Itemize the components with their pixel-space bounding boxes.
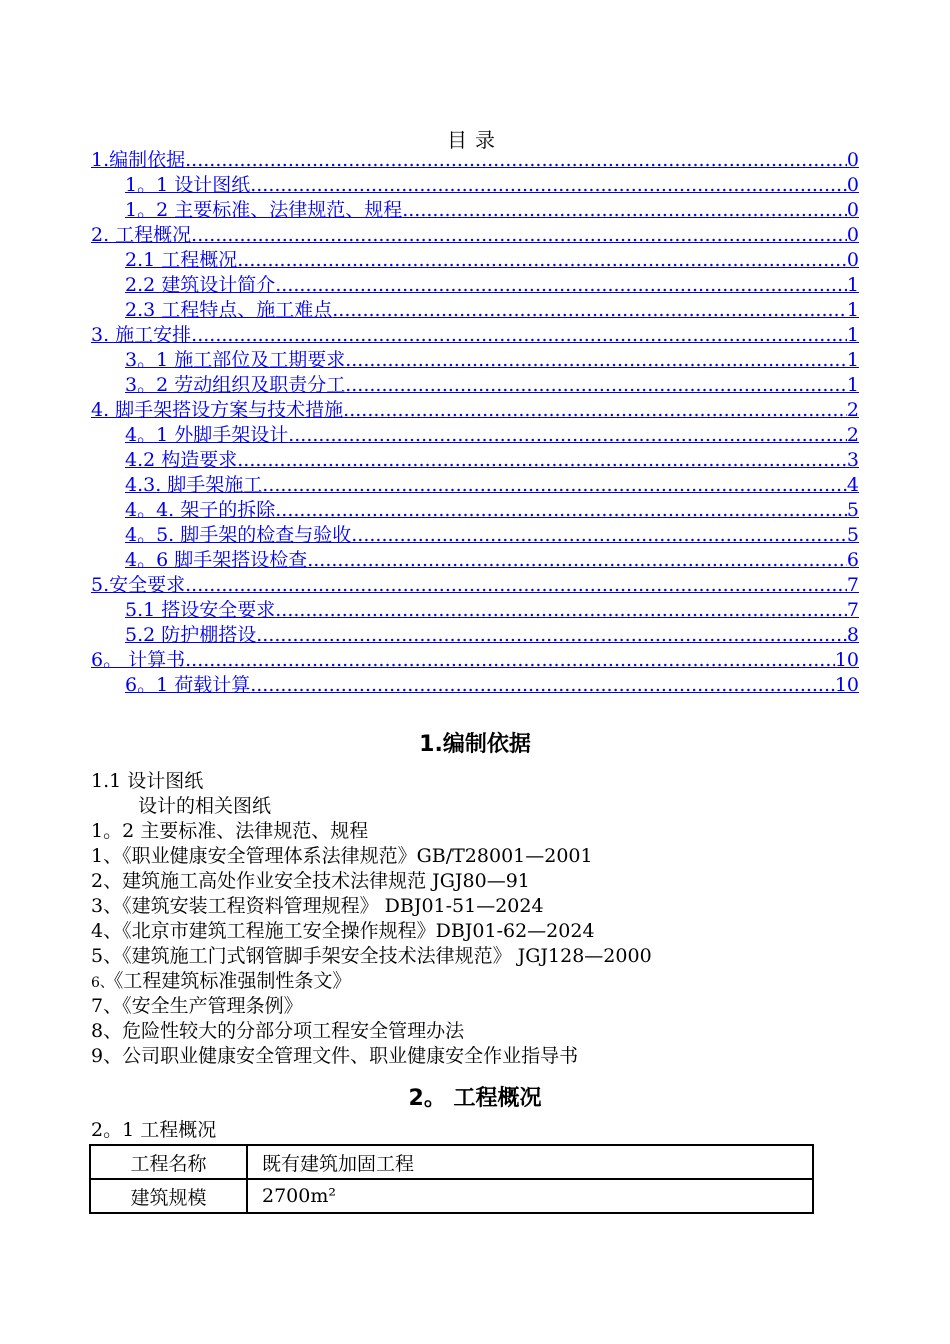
toc-entry-link[interactable] — [91, 273, 859, 298]
project-info-table — [89, 1144, 814, 1214]
standard-item: 9、公司职业健康安全管理文件、职业健康安全作业指导书 — [91, 1045, 579, 1067]
toc-dot-leader — [250, 673, 835, 698]
toc-dot-leader — [307, 548, 847, 573]
standard-item: 8、危险性较大的分部分项工程安全管理办法 — [91, 1020, 465, 1042]
toc-dot-leader — [185, 573, 847, 598]
toc-dot-leader — [262, 473, 847, 498]
toc-page-number: 0 — [846, 174, 859, 196]
toc-entry-link[interactable] — [91, 323, 859, 348]
table-row — [90, 1145, 813, 1179]
toc-entry-text: 4。5. 脚手架的检查与验收 — [125, 524, 352, 546]
toc-entry-text: 3。1 施工部位及工期要求 — [125, 349, 346, 371]
section-1-body — [91, 769, 891, 1069]
toc-entry-link[interactable] — [91, 173, 859, 198]
subsection-2-1-title: 2。1 工程概况 — [91, 1119, 217, 1141]
toc-entry-text: 5.安全要求 — [91, 574, 186, 596]
toc-dot-leader — [237, 448, 847, 473]
toc-page-number: 7 — [846, 599, 859, 621]
toc-entry-link[interactable] — [91, 648, 859, 673]
table-label-cell: 建筑规模 — [90, 1179, 247, 1213]
toc-dot-leader — [275, 273, 847, 298]
toc-entry-text: 6。1 荷载计算 — [125, 674, 251, 696]
toc-dot-leader — [275, 498, 847, 523]
toc-entry-link[interactable] — [91, 473, 859, 498]
toc-page-number: 2 — [846, 399, 859, 421]
toc-entry-text: 4。1 外脚手架设计 — [125, 424, 289, 446]
toc-entry-link[interactable] — [91, 148, 859, 173]
section-2-heading: 2。 工程概况 — [408, 1086, 542, 1111]
toc-dot-leader — [343, 398, 847, 423]
standard-item: 3、《建筑安装工程资料管理规程》 DBJ01-51—2024 — [91, 895, 544, 917]
toc-entry-text: 6。 计算书 — [91, 649, 186, 671]
toc-dot-leader — [256, 623, 847, 648]
toc-entry-link[interactable] — [91, 623, 859, 648]
toc-entry-link[interactable] — [91, 398, 859, 423]
toc-entry-text: 3. 施工安排 — [91, 324, 192, 346]
toc-entry-text: 5.2 防护棚搭设 — [125, 624, 257, 646]
table-label-cell: 工程名称 — [90, 1145, 247, 1179]
toc-entry-text: 3。2 劳动组织及职责分工 — [125, 374, 346, 396]
toc-page-number: 0 — [846, 224, 859, 246]
toc-entry-link[interactable] — [91, 448, 859, 473]
toc-dot-leader — [275, 598, 847, 623]
toc-page-number: 1 — [846, 374, 859, 396]
toc-entry-link[interactable] — [91, 498, 859, 523]
standard-item — [91, 969, 891, 994]
toc-page-number: 7 — [846, 574, 859, 596]
toc-entry-text: 4。4. 架子的拆除 — [125, 499, 276, 521]
toc-entry-text: 1。1 设计图纸 — [125, 174, 251, 196]
toc-entry-text: 4。6 脚手架搭设检查 — [125, 549, 308, 571]
toc-entry-text: 2.1 工程概况 — [125, 249, 238, 271]
standard-item: 5、《建筑施工门式钢管脚手架安全技术法律规范》 JGJ128—2000 — [91, 945, 652, 967]
toc-dot-leader — [402, 198, 847, 223]
toc-dot-leader — [185, 148, 847, 173]
toc-page-number: 2 — [846, 424, 859, 446]
toc-dot-leader — [345, 348, 847, 373]
table-of-contents — [91, 148, 859, 698]
standard-item: 7、《安全生产管理条例》 — [91, 995, 303, 1017]
toc-dot-leader — [288, 423, 847, 448]
toc-dot-leader — [250, 173, 847, 198]
toc-page-number: 0 — [846, 249, 859, 271]
toc-dot-leader — [351, 523, 847, 548]
toc-dot-leader — [332, 298, 847, 323]
toc-page-number: 10 — [834, 649, 859, 671]
table-value-cell: 既有建筑加固工程 — [247, 1145, 813, 1179]
toc-page-number: 8 — [846, 624, 859, 646]
toc-dot-leader — [185, 648, 835, 673]
toc-entry-link[interactable] — [91, 348, 859, 373]
toc-entry-link[interactable] — [91, 598, 859, 623]
standard-item: 4、《北京市建筑工程施工安全操作规程》DBJ01-62—2024 — [91, 920, 595, 942]
toc-page-number: 0 — [846, 149, 859, 171]
toc-dot-leader — [191, 223, 847, 248]
toc-entry-text: 2. 工程概况 — [91, 224, 192, 246]
toc-entry-text: 4. 脚手架搭设方案与技术措施 — [91, 399, 344, 421]
toc-page-number: 1 — [846, 274, 859, 296]
toc-page-number: 1 — [846, 299, 859, 321]
toc-entry-link[interactable] — [91, 223, 859, 248]
toc-dot-leader — [191, 323, 847, 348]
subsection-1-2-title: 1。2 主要标准、法律规范、规程 — [91, 820, 369, 842]
toc-entry-text: 2.3 工程特点、施工难点 — [125, 299, 333, 321]
toc-entry-link[interactable] — [91, 673, 859, 698]
toc-entry-link[interactable] — [91, 373, 859, 398]
toc-entry-link[interactable] — [91, 423, 859, 448]
toc-entry-link[interactable] — [91, 548, 859, 573]
toc-entry-text: 4.3. 脚手架施工 — [125, 474, 263, 496]
toc-dot-leader — [237, 248, 847, 273]
toc-entry-link[interactable] — [91, 573, 859, 598]
section-2-body — [91, 1118, 891, 1143]
toc-page-number: 4 — [846, 474, 859, 496]
toc-page-number: 6 — [846, 549, 859, 571]
subsection-1-1-text: 设计的相关图纸 — [138, 795, 272, 817]
section-1-heading: 1.编制依据 — [419, 732, 531, 757]
toc-page-number: 5 — [846, 524, 859, 546]
toc-title: 目录 — [447, 128, 503, 152]
toc-page-number: 5 — [846, 499, 859, 521]
item-number: 6、 — [91, 975, 114, 991]
standard-item: 1、《职业健康安全管理体系法律规范》GB/T28001—2001 — [91, 845, 593, 867]
toc-entry-link[interactable] — [91, 198, 859, 223]
item-text: 《工程建筑标准强制性条文》 — [113, 970, 352, 992]
toc-entry-text: 4.2 构造要求 — [125, 449, 238, 471]
toc-page-number: 0 — [846, 199, 859, 221]
toc-entry-text: 1。2 主要标准、法律规范、规程 — [125, 199, 403, 221]
toc-entry-link[interactable] — [91, 248, 859, 273]
table-row — [90, 1179, 813, 1213]
toc-dot-leader — [345, 373, 847, 398]
subsection-1-1-title: 1.1 设计图纸 — [91, 770, 204, 792]
toc-entry-text: 1.编制依据 — [91, 149, 186, 171]
toc-page-number: 1 — [846, 324, 859, 346]
toc-entry-link[interactable] — [91, 298, 859, 323]
toc-entry-text: 2.2 建筑设计简介 — [125, 274, 276, 296]
standard-item: 2、建筑施工高处作业安全技术法律规范 JGJ80—91 — [91, 870, 530, 892]
toc-page-number: 3 — [846, 449, 859, 471]
table-value-cell: 2700m² — [247, 1179, 813, 1213]
toc-page-number: 10 — [834, 674, 859, 696]
toc-entry-text: 5.1 搭设安全要求 — [125, 599, 276, 621]
toc-entry-link[interactable] — [91, 523, 859, 548]
toc-page-number: 1 — [846, 349, 859, 371]
